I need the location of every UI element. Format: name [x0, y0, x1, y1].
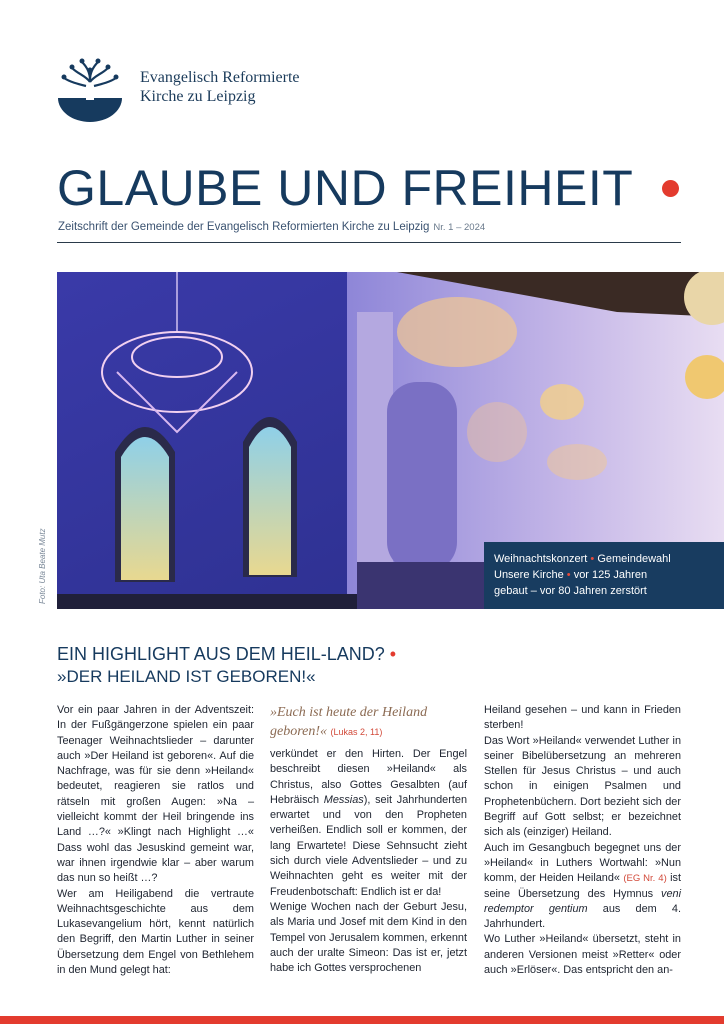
teaser-item-concert[interactable]: Weihnachtskonzert — [494, 553, 588, 565]
teaser-item-election[interactable]: Gemeindewahl — [597, 553, 671, 565]
paragraph — [484, 841, 681, 933]
teaser-box — [484, 542, 724, 609]
bible-quote — [270, 703, 467, 742]
paragraph: Das Wort »Heiland« verwendet Luther in seiner Bibelübersetzung an mehreren Stellen für Jesus Christus – und auch schon in einigen Psalmen und Prophetenbüchern. Dort bezieht sich der Begriff auf Gott selbst; er bezeichnet sich als (einziger) Heiland. — [484, 734, 681, 839]
teaser-line1 — [494, 551, 724, 567]
emphasis: Messias — [323, 793, 364, 806]
issue-number: Nr. 1 – 2024 — [433, 222, 486, 233]
paragraph: Wenige Wochen nach der Geburt Jesu, als Maria und Josef mit dem Kind in den Tempel von Jerusalem kommen, erkennt auch der uralte Simeon: Das ist er, jetzt habe ich Gottes versprochenen — [270, 900, 467, 975]
teaser-line3: gebaut – vor 80 Jahren zerstört — [494, 585, 647, 597]
paragraph: Wer am Heiligabend die vertraute Weihnachtsgeschichte aus dem Lukasevangelium hört, kennt natürlich den Begriff, den Martin Luther in seiner Übersetzung dem Engel von Bethlehem in den Mund gelegt hat: — [57, 887, 254, 977]
org-name-line2: Kirche zu Leipzig — [140, 88, 256, 105]
teaser-separator: • — [566, 569, 571, 581]
headline-dot-icon: • — [389, 644, 397, 664]
teaser-separator: • — [590, 553, 595, 565]
title-dot-icon — [662, 180, 679, 197]
bottom-accent-bar — [0, 1016, 724, 1024]
teaser-item-church[interactable]: Unsere Kirche — [494, 569, 564, 581]
org-name-line1: Evangelisch Reformierte — [140, 69, 300, 86]
header-divider — [57, 242, 681, 243]
church-logo — [56, 58, 124, 122]
quote-reference: (Lukas 2, 11) — [330, 727, 383, 737]
organization-name — [140, 68, 300, 106]
emphasis: veni redemptor gentium — [484, 887, 681, 915]
text-run: ), seit Jahrhunderten erwartet und von den Propheten verheißen. Endlich soll er kommen, der lang Erwartete! Diese Sehnsucht zieht sich durch viele Adventslieder – und zu Weihnachten geht es weiter mit der Freudenbotschaft: Endlich ist er da! — [270, 793, 468, 898]
text-run: Auch im Gesangbuch begegnet uns der »Heiland« in Luthers Wortwahl: »Nun komm, der Heiden Heiland« — [484, 841, 681, 885]
article-subheadline: »DER HEILAND IST GEBOREN!« — [57, 667, 316, 686]
headline-text: EIN HIGHLIGHT AUS DEM HEIL-LAND? — [57, 644, 385, 664]
subtitle-text: Zeitschrift der Gemeinde der Evangelisch Reformierten Kirche zu Leipzig — [58, 221, 430, 233]
hymnal-reference: (EG Nr. 4) — [623, 873, 667, 885]
text-run: verkündet er den Hirten. Der Engel beschreibt diesen »Heiland« als Christus, also Gottes Gesalbten (auf Hebräisch — [270, 748, 467, 806]
paragraph: Wo Luther »Heiland« übersetzt, steht in anderen Versionen meist »Retter« oder auch »Erlöser«. Das entspricht den an- — [484, 933, 681, 977]
paragraph — [270, 747, 467, 900]
article-column-3 — [484, 703, 681, 978]
quote-text: »Euch ist heute der Heiland geboren!« — [270, 705, 428, 739]
teaser-line2 — [494, 567, 724, 583]
photo-credit: Foto: Uta Beate Mutz — [38, 528, 47, 604]
paragraph: Heiland gesehen – und kann in Frieden sterben! — [484, 704, 681, 732]
magazine-subtitle — [58, 221, 485, 233]
paragraph: Vor ein paar Jahren in der Adventszeit: In der Fußgängerzone spielen ein paar Teenager Weihnachtslieder – darunter auch »Der Heiland ist geboren«. Auf die Nachfrage, was für sie denn »Heiland« bedeutet, reagieren sie ratlos und rätseln mit großen Augen: »Na – vielleicht kommt der Heil bringende ins Land …?« »Klingt nach Highlight …« Dass wohl das Jesuskind gemeint war, war ihnen irgendwie klar – aber warum das nun so heißt …? — [57, 704, 254, 885]
article-column-1 — [57, 703, 254, 978]
text-run: ist seine Übersetzung des Hymnus — [484, 872, 681, 900]
article-column-2 — [270, 703, 467, 976]
teaser-item-history[interactable]: vor 125 Jahren — [573, 569, 648, 581]
article-headline — [57, 643, 396, 665]
magazine-title: GLAUBE UND FREIHEIT — [57, 160, 634, 216]
text-run: aus dem 4. Jahrhundert. — [484, 902, 681, 931]
